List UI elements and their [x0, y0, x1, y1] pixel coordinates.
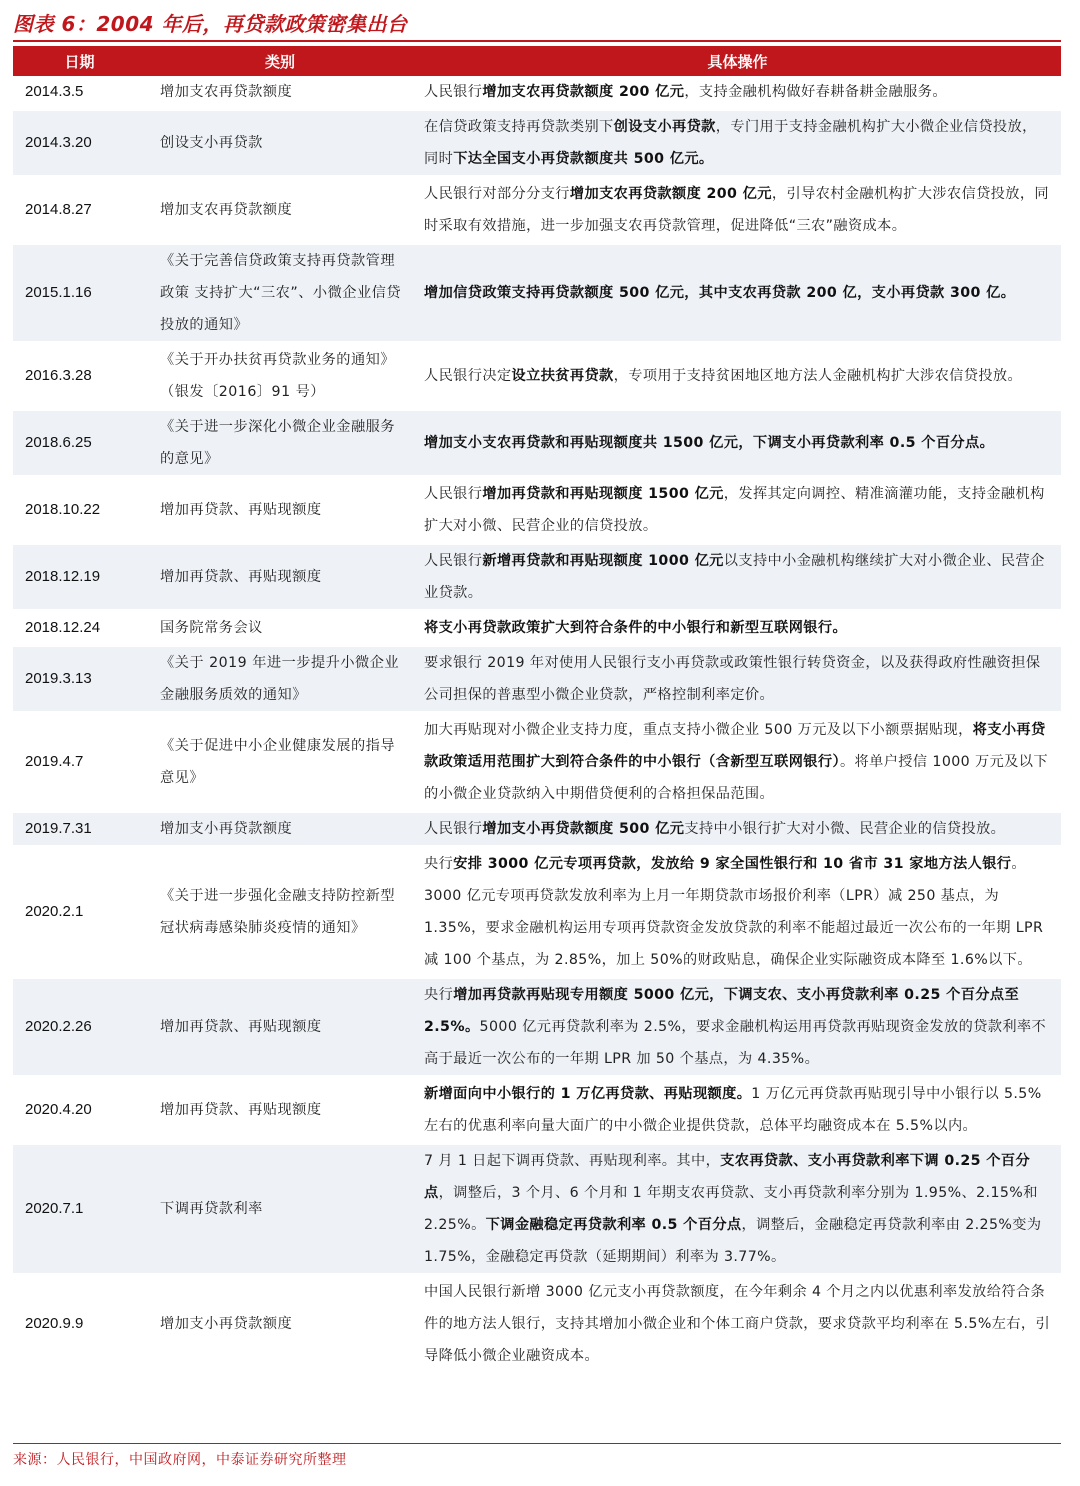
- table-row: [13, 76, 1061, 111]
- policy-table: [13, 46, 1061, 1375]
- cell-operation: [414, 647, 1061, 714]
- cell-category: 下调再贷款利率: [146, 1145, 414, 1276]
- header-operation: 具体操作: [414, 46, 1061, 76]
- cell-operation: [414, 478, 1061, 545]
- cell-date: 2014.3.20: [13, 111, 146, 178]
- cell-date: 2014.8.27: [13, 178, 146, 245]
- table-row: [13, 344, 1061, 411]
- cell-category: 《关于促进中小企业健康发展的指导意见》: [146, 714, 414, 813]
- table-row: [13, 813, 1061, 848]
- cell-date: 2019.4.7: [13, 714, 146, 813]
- cell-category: 增加再贷款、再贴现额度: [146, 545, 414, 612]
- operation-text: 支持中小银行扩大对小微、民营企业的信贷投放。: [684, 821, 1006, 837]
- cell-category: 增加支农再贷款额度: [146, 76, 414, 111]
- cell-operation: [414, 411, 1061, 478]
- cell-date: 2014.3.5: [13, 76, 146, 111]
- cell-operation: [414, 1276, 1061, 1375]
- operation-text-bold: 将支小再贷款政策适用范围扩大到符合条件的中小银行（含新型互联网银行）: [424, 722, 1046, 770]
- table-row: [13, 111, 1061, 178]
- cell-operation: [414, 178, 1061, 245]
- table-row: [13, 1276, 1061, 1375]
- operation-text: 人民银行: [424, 821, 483, 837]
- cell-operation: [414, 245, 1061, 344]
- operation-text: ，引导农村金融机构扩大涉农信贷投放，同时采取有效措施，进一步加强支农再贷款管理，促进降低“三农”融资成本。: [424, 186, 1050, 234]
- cell-date: 2015.1.16: [13, 245, 146, 344]
- table-row: [13, 612, 1061, 647]
- cell-category: 《关于完善信贷政策支持再贷款管理政策 支持扩大“三农”、小微企业信贷投放的通知》: [146, 245, 414, 344]
- operation-text-bold: 设立扶贫再贷款: [511, 368, 614, 384]
- cell-date: 2019.3.13: [13, 647, 146, 714]
- cell-date: 2020.2.26: [13, 979, 146, 1078]
- cell-date: 2016.3.28: [13, 344, 146, 411]
- cell-category: 增加再贷款、再贴现额度: [146, 979, 414, 1078]
- cell-operation: [414, 344, 1061, 411]
- operation-text-bold: 下达全国支小再贷款额度共 500 亿元。: [453, 151, 714, 167]
- cell-operation: [414, 1078, 1061, 1145]
- table-row: [13, 178, 1061, 245]
- cell-operation: [414, 979, 1061, 1078]
- operation-text: 。3000 亿元专项再贷款发放利率为上月一年期贷款市场报价利率（LPR）减 250 基点，为 1.35%，要求金融机构运用专项再贷款资金发放贷款的利率不能超过最近一次公布的一年期 LPR 减 100 个基点，为 2.85%，加上 50%的财政贴息，确保企业实际融资成本降至 1.6%以下。: [424, 856, 1044, 968]
- operation-text-bold: 增加再贷款和再贴现额度 1500 亿元: [482, 486, 724, 502]
- operation-text: 央行: [424, 987, 454, 1003]
- cell-category: 国务院常务会议: [146, 612, 414, 647]
- operation-text-bold: 增加支农再贷款额度 200 亿元: [569, 186, 772, 202]
- operation-text-bold: 新增面向中小银行的 1 万亿再贷款、再贴现额度。: [424, 1086, 752, 1102]
- cell-category: 增加再贷款、再贴现额度: [146, 1078, 414, 1145]
- title-divider: [13, 40, 1061, 42]
- table-body: [13, 76, 1061, 1375]
- source-note: 来源：人民银行，中国政府网，中泰证券研究所整理: [13, 1452, 347, 1468]
- table-row: [13, 1078, 1061, 1145]
- cell-date: 2018.10.22: [13, 478, 146, 545]
- cell-category: 增加支小再贷款额度: [146, 813, 414, 848]
- operation-text: 7 月 1 日起下调再贷款、再贴现利率。其中，: [424, 1153, 721, 1169]
- operation-text-bold: 增加信贷政策支持再贷款额度 500 亿元，其中支农再贷款 200 亿，支小再贷款 300 亿。: [424, 285, 1016, 301]
- operation-text: 人民银行: [424, 553, 483, 569]
- operation-text: ，调整后，金融稳定再贷款利率由 2.25%变为 1.75%，金融稳定再贷款（延期期间）利率为 3.77%。: [424, 1217, 1042, 1265]
- cell-operation: [414, 76, 1061, 111]
- table-header-row: [13, 46, 1061, 76]
- operation-text: 中国人民银行新增 3000 亿元支小再贷款额度，在今年剩余 4 个月之内以优惠利率发放给符合条件的地方法人银行，支持其增加小微企业和个体工商户贷款，要求贷款平均利率在 5.5%左右，引导降低小微企业融资成本。: [424, 1284, 1051, 1364]
- footer-divider: [13, 1443, 1061, 1444]
- header-category: 类别: [146, 46, 414, 76]
- cell-date: 2019.7.31: [13, 813, 146, 848]
- cell-date: 2020.9.9: [13, 1276, 146, 1375]
- operation-text-bold: 支农再贷款、支小再贷款利率下调 0.25 个百分点: [424, 1153, 1031, 1201]
- operation-text: 1 万亿元再贷款再贴现引导中小银行以 5.5%左右的优惠利率向量大面广的中小微企业提供贷款，总体平均融资成本在 5.5%以内。: [424, 1086, 1042, 1134]
- cell-date: 2018.12.24: [13, 612, 146, 647]
- cell-category: 《关于进一步强化金融支持防控新型冠状病毒感染肺炎疫情的通知》: [146, 848, 414, 979]
- cell-operation: [414, 1145, 1061, 1276]
- table-row: [13, 411, 1061, 478]
- cell-date: 2018.6.25: [13, 411, 146, 478]
- cell-operation: [414, 813, 1061, 848]
- table-row: [13, 714, 1061, 813]
- operation-text-bold: 增加支小再贷款额度 500 亿元: [482, 821, 685, 837]
- operation-text-bold: 增加再贷款再贴现专用额度 5000 亿元，下调支农、支小再贷款利率 0.25 个百分点至 2.5%。: [424, 987, 1020, 1035]
- operation-text: 以支持中小金融机构继续扩大对小微企业、民营企业贷款。: [424, 553, 1045, 601]
- cell-operation: [414, 848, 1061, 979]
- figure-title: 图表 6：2004 年后，再贷款政策密集出台: [13, 12, 408, 36]
- table-row: [13, 478, 1061, 545]
- operation-text: ，专门用于支持金融机构扩大小微企业信贷投放，同时: [424, 119, 1037, 167]
- operation-text: 。将单户授信 1000 万元及以下的小微企业贷款纳入中期借贷便利的合格担保品范围。: [424, 754, 1048, 802]
- operation-text: ，支持金融机构做好春耕备耕金融服务。: [684, 84, 947, 100]
- table-row: [13, 979, 1061, 1078]
- cell-category: 《关于进一步深化小微企业金融服务的意见》: [146, 411, 414, 478]
- operation-text-bold: 增加支小支农再贷款和再贴现额度共 1500 亿元，下调支小再贷款利率 0.5 个百分点。: [424, 435, 995, 451]
- table-row: [13, 245, 1061, 344]
- operation-text-bold: 将支小再贷款政策扩大到符合条件的中小银行和新型互联网银行。: [424, 620, 848, 636]
- operation-text: 人民银行决定: [424, 368, 512, 384]
- operation-text-bold: 增加支农再贷款额度 200 亿元: [482, 84, 685, 100]
- operation-text: 人民银行对部分分支行: [424, 186, 570, 202]
- table-row: [13, 545, 1061, 612]
- cell-category: 增加支小再贷款额度: [146, 1276, 414, 1375]
- operation-text: ，发挥其定向调控、精准滴灌功能，支持金融机构扩大对小微、民营企业的信贷投放。: [424, 486, 1045, 534]
- operation-text: 人民银行: [424, 84, 483, 100]
- operation-text-bold: 创设支小再贷款: [613, 119, 716, 135]
- header-date: 日期: [13, 46, 146, 76]
- operation-text: ，调整后，3 个月、6 个月和 1 年期支农再贷款、支小再贷款利率分别为 1.95%、2.15%和 2.25%。: [424, 1185, 1038, 1233]
- cell-category: 增加再贷款、再贴现额度: [146, 478, 414, 545]
- operation-text-bold: 安排 3000 亿元专项再贷款，发放给 9 家全国性银行和 10 省市 31 家地方法人银行: [453, 856, 1012, 872]
- operation-text: 要求银行 2019 年对使用人民银行支小再贷款或政策性银行转贷资金，以及获得政府性融资担保公司担保的普惠型小微企业贷款，严格控制利率定价。: [424, 655, 1041, 703]
- cell-operation: [414, 545, 1061, 612]
- table-row: [13, 647, 1061, 714]
- cell-category: 《关于 2019 年进一步提升小微企业金融服务质效的通知》: [146, 647, 414, 714]
- cell-operation: [414, 612, 1061, 647]
- cell-date: 2020.2.1: [13, 848, 146, 979]
- operation-text: 在信贷政策支持再贷款类别下: [424, 119, 614, 135]
- operation-text: 加大再贴现对小微企业支持力度，重点支持小微企业 500 万元及以下小额票据贴现，: [424, 722, 973, 738]
- cell-operation: [414, 111, 1061, 178]
- operation-text-bold: 新增再贷款和再贴现额度 1000 亿元: [482, 553, 724, 569]
- cell-category: 增加支农再贷款额度: [146, 178, 414, 245]
- cell-date: 2018.12.19: [13, 545, 146, 612]
- operation-text: ，专项用于支持贫困地区地方法人金融机构扩大涉农信贷投放。: [613, 368, 1023, 384]
- operation-text: 央行: [424, 856, 454, 872]
- cell-operation: [414, 714, 1061, 813]
- operation-text: 5000 亿元再贷款利率为 2.5%，要求金融机构运用再贷款再贴现资金发放的贷款利率不高于最近一次公布的一年期 LPR 加 50 个基点，为 4.35%。: [424, 1019, 1047, 1067]
- cell-date: 2020.7.1: [13, 1145, 146, 1276]
- table-row: [13, 1145, 1061, 1276]
- cell-category: 创设支小再贷款: [146, 111, 414, 178]
- cell-date: 2020.4.20: [13, 1078, 146, 1145]
- operation-text-bold: 下调金融稳定再贷款利率 0.5 个百分点: [485, 1217, 742, 1233]
- operation-text: 人民银行: [424, 486, 483, 502]
- cell-category: 《关于开办扶贫再贷款业务的通知》（银发〔2016〕91 号）: [146, 344, 414, 411]
- table-row: [13, 848, 1061, 979]
